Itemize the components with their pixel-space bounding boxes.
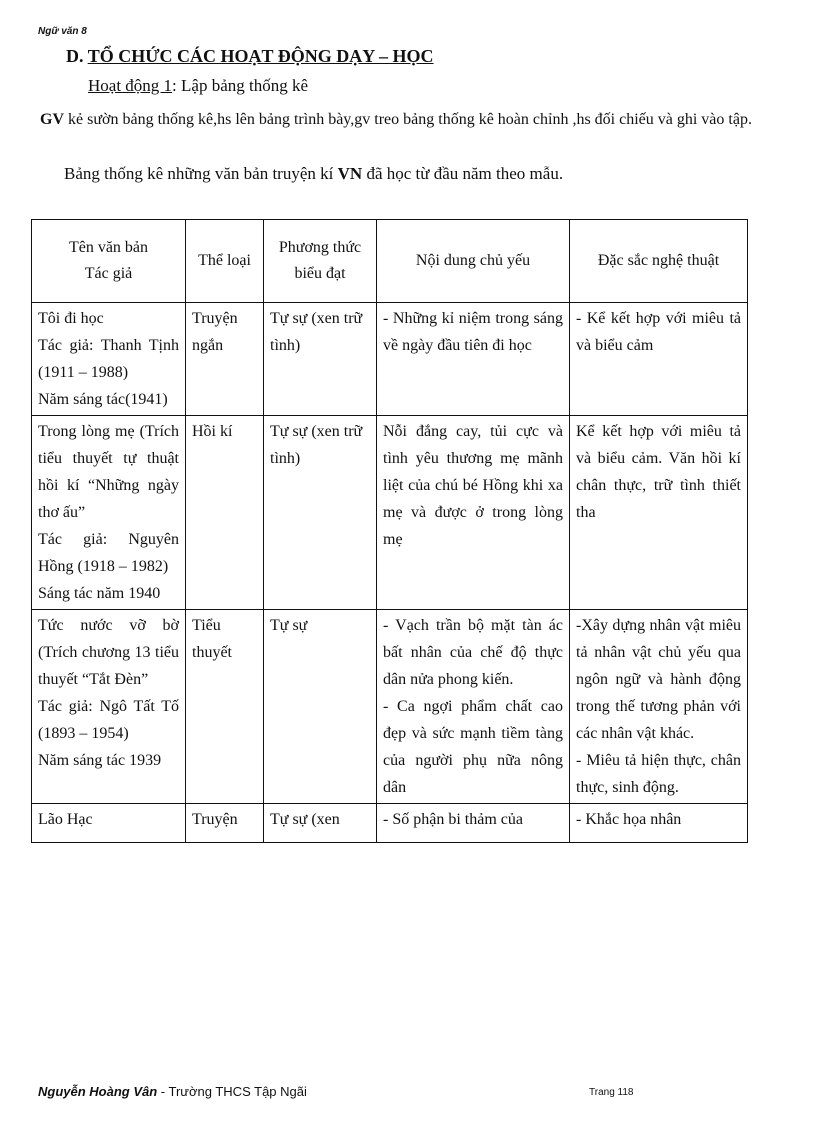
cell-line: Tác giả: Ngô Tất Tố (1893 – 1954)	[38, 698, 179, 742]
cell-content	[377, 303, 570, 416]
cell-title	[32, 804, 186, 843]
table-header-row	[32, 220, 748, 303]
page-footer	[38, 1084, 307, 1099]
header-art: Đặc sắc nghệ thuật	[570, 220, 748, 303]
table-row	[32, 804, 748, 843]
section-title: TỔ CHỨC CÁC HOẠT ĐỘNG DẠY – HỌC	[87, 46, 434, 66]
cell-title	[32, 303, 186, 416]
footer-author: Nguyễn Hoàng Vân	[38, 1084, 158, 1099]
cell-art	[570, 804, 748, 843]
cell-line: Nỗi đắng cay, tủi cực và tình yêu thương mẹ mãnh liệt của chú bé Hồng khi xa mẹ và được ở trong lòng mẹ	[383, 423, 563, 548]
header-title-author	[32, 220, 186, 303]
cell-method: Tự sự	[264, 610, 377, 804]
subject-label: Ngữ văn 8	[38, 26, 87, 37]
activity-label: Hoạt động 1	[88, 76, 173, 95]
caption-suffix: đã học từ đầu năm theo mẫu.	[362, 164, 564, 183]
cell-content	[377, 610, 570, 804]
cell-content	[377, 416, 570, 610]
table-caption	[64, 164, 563, 184]
cell-line: - Số phận bi thảm của	[383, 811, 523, 828]
statistics-table	[31, 219, 748, 843]
section-letter: D.	[66, 46, 84, 66]
page-number: Trang 118	[589, 1087, 634, 1098]
section-heading	[66, 46, 434, 67]
table-row	[32, 303, 748, 416]
cell-line: Năm sáng tác 1939	[38, 752, 162, 769]
cell-line: - Vạch trần bộ mặt tàn ác bất nhân của chế độ thực dân nửa phong kiến.	[383, 617, 563, 688]
cell-line: - Khắc họa nhân	[576, 811, 682, 828]
header-genre: Thể loại	[186, 220, 264, 303]
cell-line: Tác giả: Nguyên Hồng (1918 – 1982)	[38, 531, 179, 575]
cell-line: Lão Hạc	[38, 811, 93, 828]
cell-method: Tự sự (xen	[264, 804, 377, 843]
cell-art	[570, 610, 748, 804]
cell-art	[570, 416, 748, 610]
cell-line: Trong lòng mẹ (Trích tiểu thuyết tự thuật hồi kí “Những ngày thơ ấu”	[38, 423, 179, 521]
cell-line: - Những kỉ niệm trong sáng về ngày đầu tiên đi học	[383, 310, 563, 354]
header-author-line: Tác giả	[84, 265, 133, 282]
cell-genre: Truyện	[186, 804, 264, 843]
cell-genre: Tiểu thuyết	[186, 610, 264, 804]
cell-art	[570, 303, 748, 416]
cell-line: Tức nước vỡ bờ (Trích chương 13 tiểu thuyết “Tắt Đèn”	[38, 617, 179, 688]
header-content: Nội dung chủ yếu	[377, 220, 570, 303]
header-method: Phương thức biểu đạt	[264, 220, 377, 303]
cell-method: Tự sự (xen trữ tình)	[264, 416, 377, 610]
cell-title	[32, 416, 186, 610]
table-row	[32, 610, 748, 804]
cell-line: -Xây dựng nhân vật miêu tả nhân vật chủ yếu qua ngôn ngữ và hành động trong thế tương phản với các nhân vật khác.	[576, 617, 741, 742]
cell-genre: Hồi kí	[186, 416, 264, 610]
caption-bold: VN	[337, 164, 363, 183]
cell-method: Tự sự (xen trữ tình)	[264, 303, 377, 416]
cell-line: Năm sáng tác(1941)	[38, 391, 168, 408]
cell-line: - Ca ngợi phẩm chất cao đẹp và sức mạnh tiềm tàng của người phụ nữa nông dân	[383, 698, 563, 796]
intro-lead: GV	[40, 111, 64, 128]
cell-title	[32, 610, 186, 804]
cell-line: Tác giả: Thanh Tịnh (1911 – 1988)	[38, 337, 179, 381]
activity-title: : Lập bảng thống kê	[172, 76, 309, 95]
cell-genre: Truyện ngắn	[186, 303, 264, 416]
intro-paragraph	[40, 106, 780, 134]
cell-content	[377, 804, 570, 843]
cell-line: Tôi đi học	[38, 310, 104, 327]
cell-line: - Kể kết hợp với miêu tả và biểu cảm	[576, 310, 741, 354]
cell-line: Sáng tác năm 1940	[38, 585, 161, 602]
header-title-line: Tên văn bản	[68, 239, 149, 256]
caption-prefix: Bảng thống kê những văn bản truyện kí	[64, 164, 338, 183]
intro-text: kẻ sườn bảng thống kê,hs lên bảng trình bày,gv treo bảng thống kê hoàn chỉnh ,hs đối chiếu và ghi vào tập.	[64, 111, 752, 128]
activity-heading	[88, 76, 308, 96]
cell-line: Kể kết hợp với miêu tả và biểu cảm. Văn hồi kí chân thực, trữ tình thiết tha	[576, 423, 741, 521]
cell-line: - Miêu tả hiện thực, chân thực, sinh động.	[576, 752, 741, 796]
table-row	[32, 416, 748, 610]
footer-school: - Trường THCS Tập Ngãi	[157, 1084, 307, 1099]
